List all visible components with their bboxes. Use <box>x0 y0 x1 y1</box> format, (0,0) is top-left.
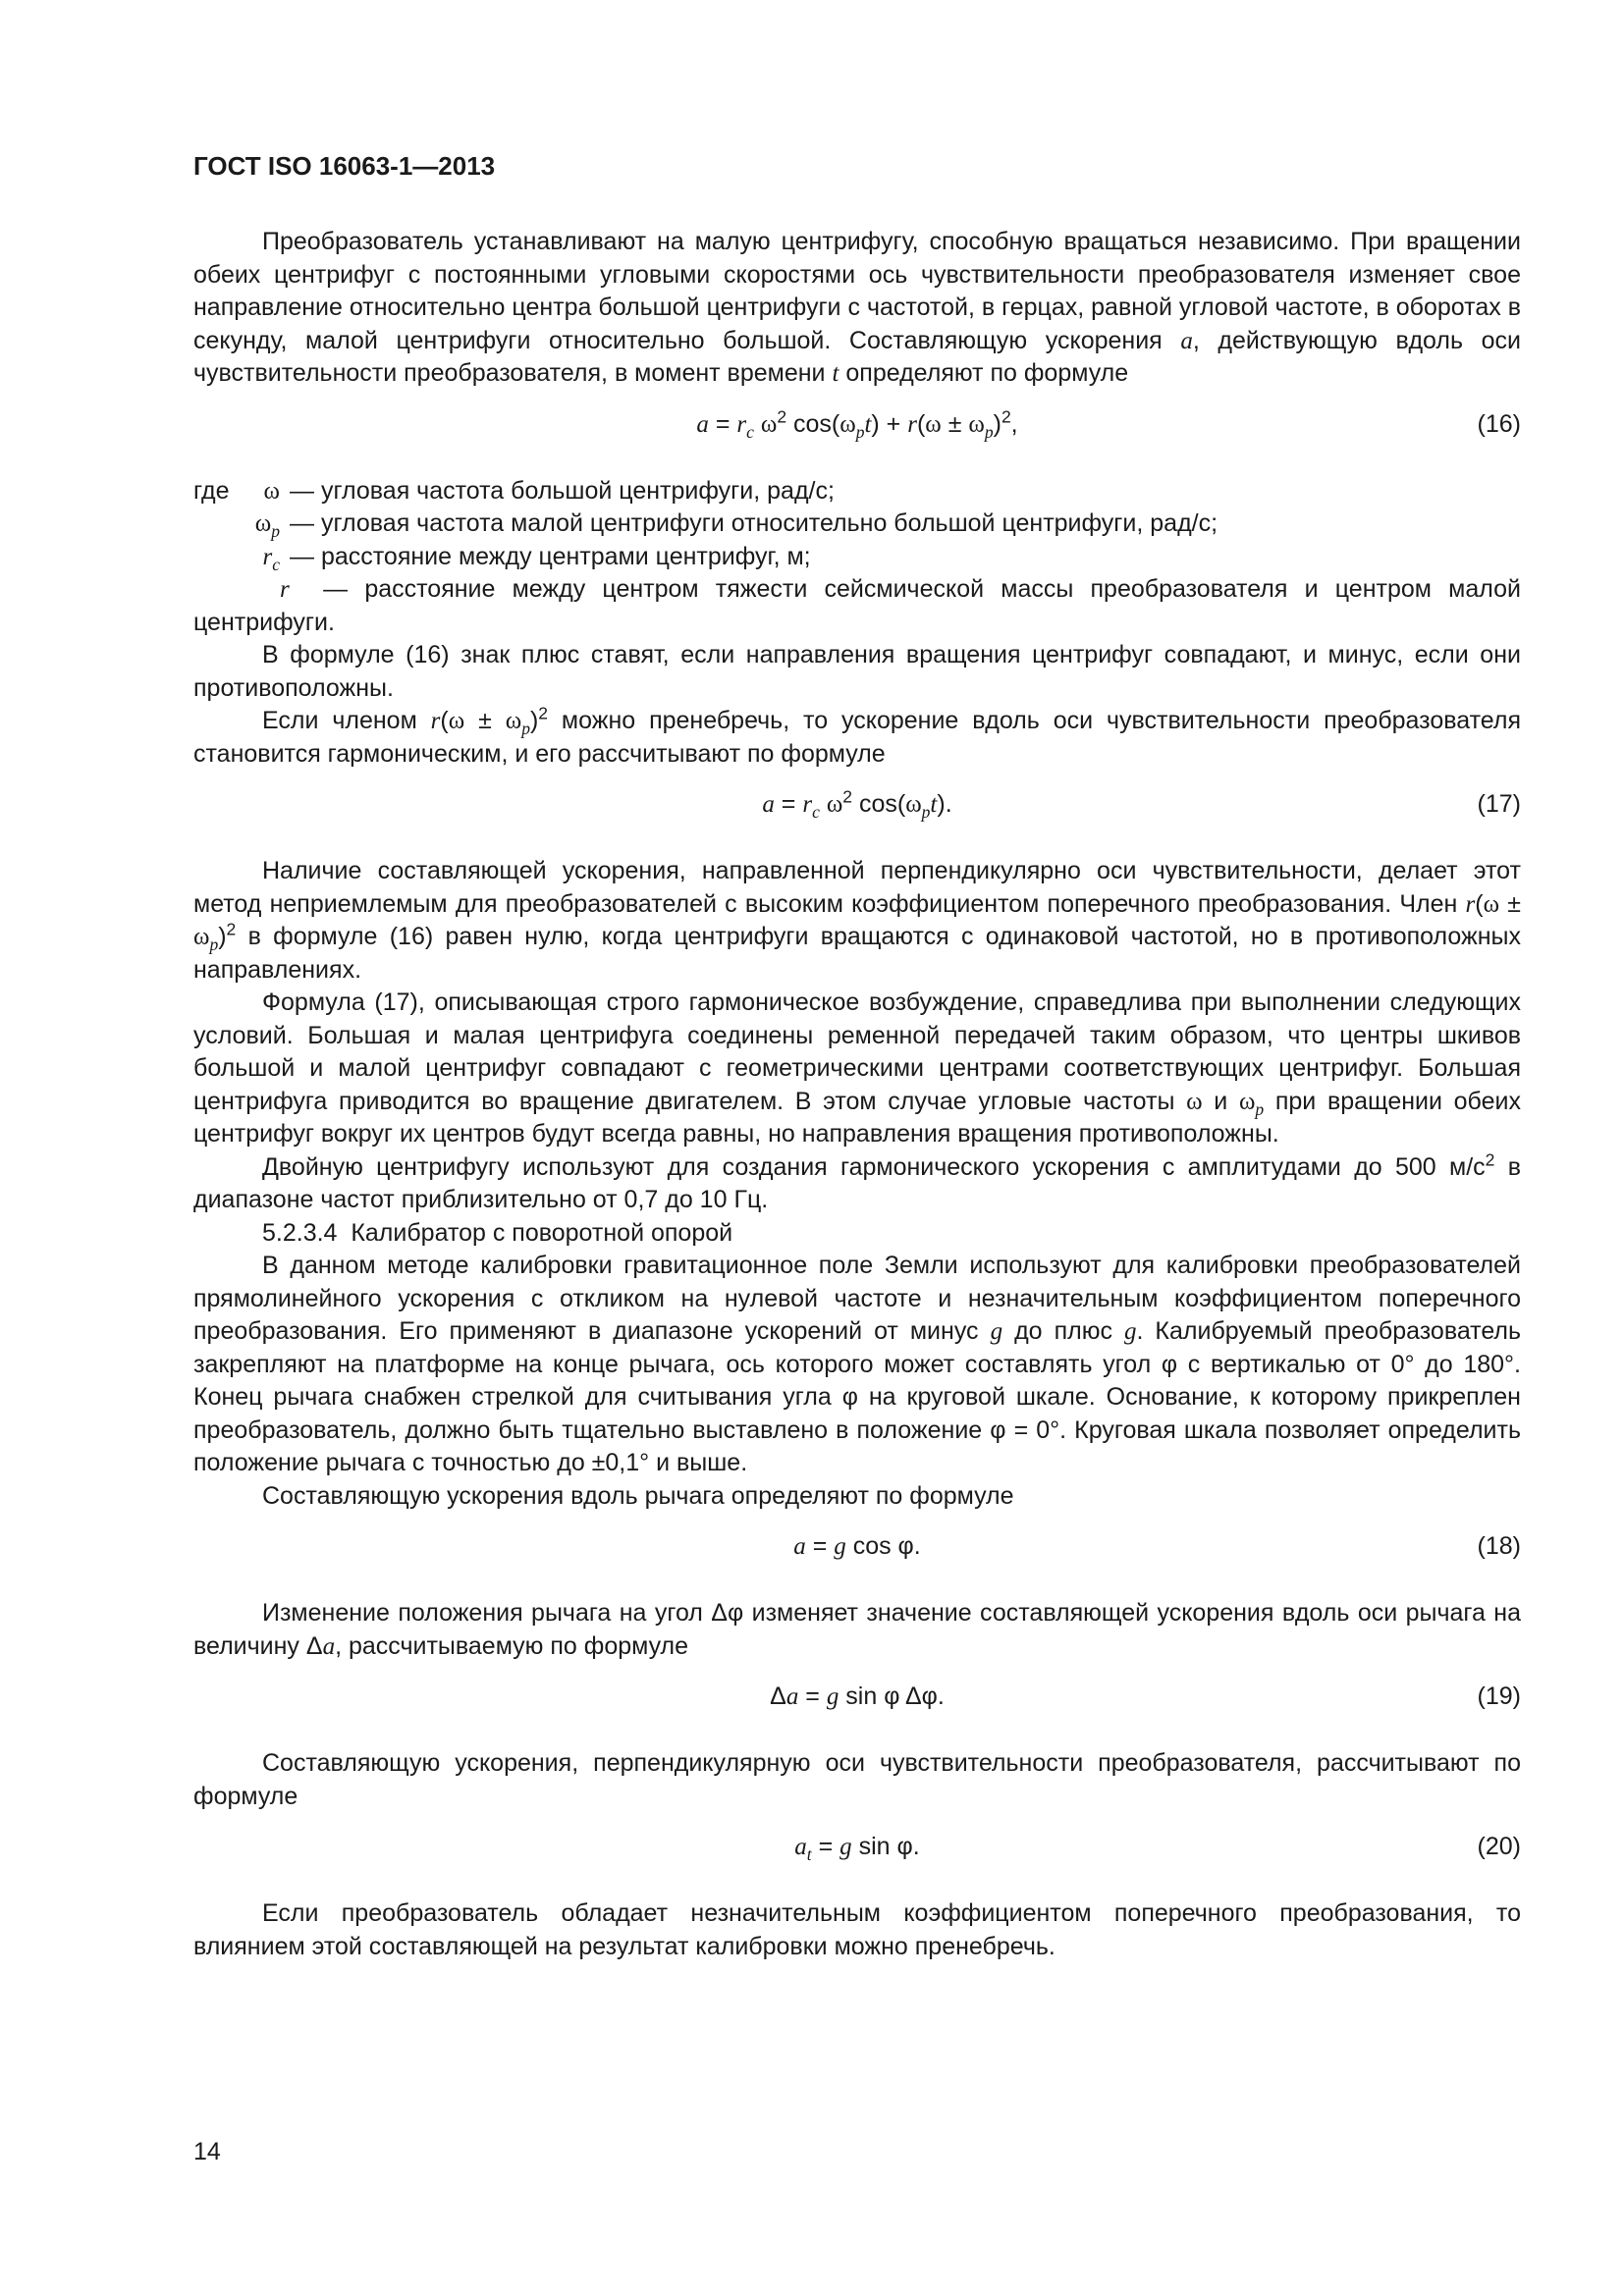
document-body <box>193 226 1521 1963</box>
formula-16-number: (16) <box>1477 409 1521 438</box>
legend-omega-p-text: — угловая частота малой центрифуги относительно большой центрифуги, рад/с; <box>290 509 1218 537</box>
formula-19 <box>193 1680 1521 1713</box>
paragraph-angle-change: Изменение положения рычага на угол Δφ изменяет значение составляющей ускорения вдоль оси рычага на величину Δa, рассчитываемую по формуле <box>193 1599 1521 1660</box>
paragraph-rotating-calibrator: В данном методе калибровки гравитационное поле Земли используют для калибровки преобразователей прямолинейного ускорения с откликом на нулевой частоте и незначительным коэффициентом поперечного преобразования. Его применяют в диапазоне ускорений от минус g до плюс g. Калибруемый преобразователь закрепляют на платформе на конце рычага, ось которого может составлять угол φ с вертикалью от 0° до 180°. Конец рычага снабжен стрелкой для считывания угла φ на круговой шкале. Основание, к которому прикреплен преобразователь, должно быть тщательно выставлено в положение φ = 0°. Круговая шкала позволяет определить положение рычага с точностью до ±0,1° и выше. <box>193 1252 1522 1476</box>
paragraph-centrifuge-description: Преобразователь устанавливают на малую центрифугу, способную вращаться независимо. При вращении обеих центрифуг с постоянными угловыми скоростями ось чувствительности преобразователя изменяет свое направление относительно центра большой центрифуги с частотой, в герцах, равной угловой частоте, в оборотах в секунду, малой центрифуги относительно большой. Составляющую ускорения a, действующую вдоль оси чувствительности преобразователя, в момент времени t определяют по формуле <box>193 228 1521 387</box>
formula-17 <box>193 787 1521 821</box>
formula-17-number: (17) <box>1477 790 1521 818</box>
symbol-omega-p: $\omega_p$ <box>254 510 280 541</box>
symbol-omega: ω <box>263 477 280 505</box>
paragraph-harmonic-condition: Если членом $r(\omega \pm \omega_p)^2$ можно пренебречь, то ускорение вдоль оси чувствительности преобразователя становится гармоническим, и его рассчитывают по формуле <box>193 703 1521 768</box>
legend-omega <box>193 475 1521 508</box>
paragraph-transverse-component: Наличие составляющей ускорения, направленной перпендикулярно оси чувствительности, делает этот метод неприемлемым для преобразователей с высоким коэффициентом поперечного преобразования. Член $r(\omega \pm \omega_p)^2$ в формуле (16) равен нулю, когда центрифуги вращаются с одинаковой частотой, но в противоположных направлениях. <box>193 857 1521 984</box>
section-heading: 5.2.3.4 Калибратор с поворотной опорой <box>262 1218 733 1247</box>
formula-18-expression: a = g cos φ. <box>793 1532 921 1560</box>
formula-16-expression: $a = r_c$ $\omega^2$ $\cos(\omega_pt) + r(\omega \pm \omega_p)^2$, <box>696 406 1018 442</box>
paragraph-lever-component: Составляющую ускорения вдоль рычага определяют по формуле <box>262 1481 1014 1510</box>
paragraph-double-centrifuge: Двойную центрифугу используют для создания гармонического ускорения с амплитудами до 500 $м/с^2$ в диапазоне частот приблизительно от 0,7 до 10 Гц. <box>193 1149 1521 1213</box>
formula-20-number: (20) <box>1477 1833 1521 1860</box>
standard-header: ГОСТ ISO 16063-1—2013 <box>193 151 496 181</box>
legend-omega-text: — угловая частота большой центрифуги, рад/с; <box>290 476 835 505</box>
formula-19-expression: Δa = g sin φ Δφ. <box>770 1682 945 1710</box>
where-word: где <box>193 476 230 505</box>
paragraph-conclusion: Если преобразователь обладает незначительным коэффициентом поперечного преобразования, то влиянием этой составляющей на результат калибровки можно пренебречь. <box>193 1899 1521 1960</box>
paragraph-perpendicular-component: Составляющую ускорения, перпендикулярную оси чувствительности преобразователя, рассчитывают по формуле <box>193 1749 1521 1810</box>
symbol-rc: $r_c$ <box>262 543 280 574</box>
legend-r: r — расстояние между центром тяжести сейсмической массы преобразователя и центром малой центрифуги. <box>193 575 1521 636</box>
paragraph-sign-rule: В формуле (16) знак плюс ставят, если направления вращения центрифуг совпадают, и минус, если они противоположны. <box>193 641 1521 702</box>
formula-18-number: (18) <box>1477 1532 1521 1560</box>
formula-19-number: (19) <box>1477 1682 1521 1710</box>
formula-20 <box>193 1830 1521 1863</box>
formula-16 <box>193 407 1521 441</box>
legend-rc <box>193 541 1521 574</box>
paragraph-conditions: Формула (17), описывающая строго гармоническое возбуждение, справедлива при выполнении следующих условий. Большая и малая центрифуга соединены ременной передачей таким образом, что центры шкивов большой и малой центрифуг совпадают с геометрическими центрами соответствующих центрифуг. Большая центрифуга приводится во вращение двигателем. В этом случае угловые частоты ω и $\omega_p$ при вращении обеих центрифуг вокруг их центров будут всегда равны, но направления вращения противоположны. <box>193 988 1521 1148</box>
symbol-r: r <box>280 576 290 603</box>
page-number: 14 <box>193 2138 221 2165</box>
formula-18 <box>193 1529 1521 1563</box>
legend-omega-p <box>193 507 1521 541</box>
formula-17-expression: $a = r_c$ $\omega^2$ $\cos(\omega_pt)$. <box>762 786 952 822</box>
legend-rc-text: — расстояние между центрами центрифуг, м; <box>290 542 811 570</box>
formula-20-expression: $a_t = g$ sin φ. <box>794 1833 920 1864</box>
